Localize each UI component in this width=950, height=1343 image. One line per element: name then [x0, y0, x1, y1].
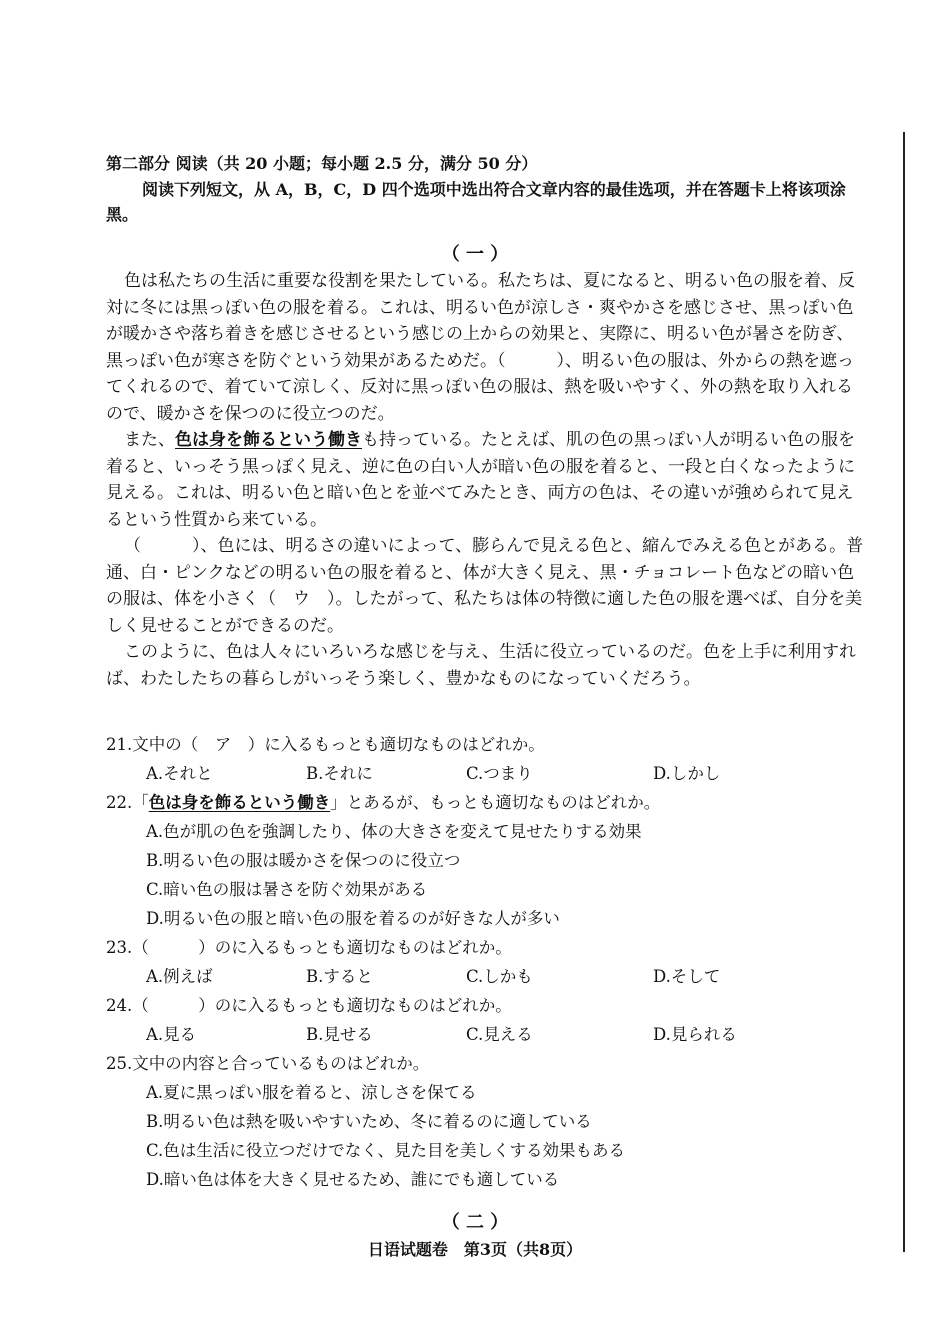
option-b: B.明るい色の服は暖かさを保つのに役立つ	[146, 851, 461, 870]
option-d: D.しかし	[653, 764, 721, 783]
question-list	[106, 730, 866, 1194]
passage-paragraph-1: 色は私たちの生活に重要な役割を果たしている。私たちは、夏になると、明るい色の服を着、反対に冬には黒っぽい色の服を着る。これは、明るい色が涼しさ・爽やかさを感じさせ、黒っぽい色が暖かさや落ち着きを感じさせるという感じの上からの効果と、実際に、明るい色が暑さを防ぎ、黒っぽい色が寒さを防ぐという効果があるためだ。（ ）、明るい色の服は、外からの熱を遮ってくれるので、着ていて涼しく、反対に黒っぽい色の服は、熱を吸いやすく、外の熱を取り入れるので、暖かさを保つのに役立つのだ。	[106, 271, 855, 424]
passage-paragraph-3: （ ）、色には、明るさの違いによって、膨らんで見える色と、縮んでみえる色とがある。普通、白・ピンクなどの明るい色の服を着ると、体が大きく見え、黒・チョコレート色などの暗い色の服は、体を小さく（ ウ ）。したがって、私たちは体の特徴に適した色の服を選べば、自分を美しく見せることができるのだ。	[106, 536, 864, 636]
option-b: B.明るい色は熱を吸いやすいため、冬に着るのに適している	[146, 1112, 592, 1131]
page-footer: 日语试题卷 第3页（共8页）	[367, 1240, 583, 1259]
question-21-options	[106, 759, 866, 788]
option-b: B.それに	[306, 764, 373, 783]
option-b: B.見せる	[306, 1025, 373, 1044]
option-a: A.夏に黒っぽい服を着ると、涼しさを保てる	[146, 1083, 477, 1102]
option-d: D.見られる	[653, 1025, 737, 1044]
question-25-stem: 25.文中の内容と合っているものはどれか。	[106, 1054, 430, 1073]
passage-paragraph-4: このように、色は人々にいろいろな感じを与え、生活に役立っているのだ。色を上手に利用すれば、わたしたちの暮らしがいっそう楽しく、豊かなものになっていくだろう。	[106, 642, 857, 689]
question-21-stem: 21.文中の（ ア ）に入るもっとも適切なものはどれか。	[106, 735, 545, 754]
option-c: C.しかも	[466, 967, 533, 986]
option-a: A.例えば	[146, 967, 213, 986]
question-23-options	[106, 962, 866, 991]
option-a: A.色が肌の色を強調したり、体の大きさを変えて見せたりする効果	[146, 822, 642, 841]
margin-rule	[903, 132, 905, 1252]
passage-1-heading: （ 一 ）	[441, 244, 509, 265]
option-d: D.明るい色の服と暗い色の服を着るのが好きな人が多い	[146, 909, 560, 928]
option-b: B.すると	[306, 967, 373, 986]
section-title: 第二部分 阅读（共 20 小题；每小题 2.5 分，满分 50 分）	[106, 154, 538, 173]
section-instructions: 阅读下列短文，从 A，B，C，D 四个选项中选出符合文章内容的最佳选项，并在答题卡上将该项涂黑。	[106, 180, 846, 224]
passage-2-heading: （ 二 ）	[441, 1212, 509, 1233]
option-d: D.暗い色は体を大きく見せるため、誰にでも適している	[146, 1170, 560, 1189]
option-a: A.見る	[146, 1025, 197, 1044]
question-24-options	[106, 1020, 866, 1049]
option-c: C.見える	[466, 1025, 533, 1044]
question-22-stem: 22.「色は身を飾るという働き」とあるが、もっとも適切なものはどれか。	[106, 793, 661, 812]
option-c: C.つまり	[466, 764, 533, 783]
passage-1-body	[106, 268, 866, 692]
option-c: C.色は生活に役立つだけでなく、見た目を美しくする効果もある	[146, 1141, 625, 1160]
question-23-stem: 23.（ ）のに入るもっとも適切なものはどれか。	[106, 938, 512, 957]
underlined-phrase: 色は身を飾るという働き	[148, 793, 331, 812]
option-d: D.そして	[653, 967, 721, 986]
underlined-phrase: 色は身を飾るという働き	[175, 430, 362, 450]
option-a: A.それと	[146, 764, 213, 783]
option-c: C.暗い色の服は暑さを防ぐ効果がある	[146, 880, 428, 899]
passage-paragraph-2: また、色は身を飾るという働きも持っている。たとえば、肌の色の黒っぽい人が明るい色の服を着ると、いっそう黒っぽく見え、逆に色の白い人が暗い色の服を着ると、一段と白くなったように見える。これは、明るい色と暗い色とを並べてみたとき、両方の色は、その違いが強められて見えるという性質から来ている。	[106, 430, 856, 530]
question-24-stem: 24.（ ）のに入るもっとも適切なものはどれか。	[106, 996, 512, 1015]
